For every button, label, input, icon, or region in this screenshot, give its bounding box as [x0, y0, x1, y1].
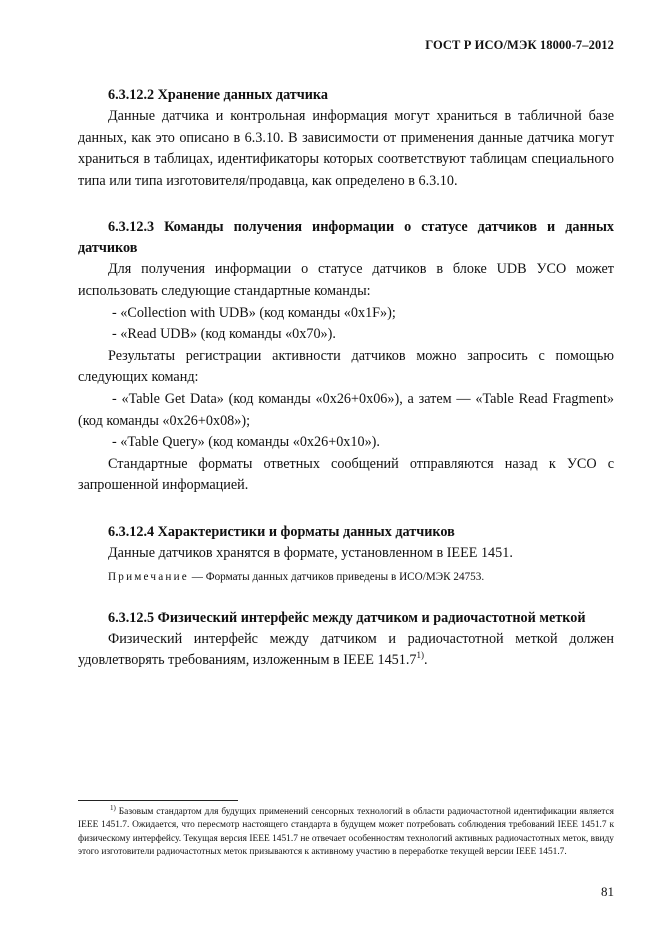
list-item: - «Collection with UDB» (код команды «0x1F»);	[112, 304, 396, 321]
footnote-marker: 1)	[110, 804, 116, 812]
section-6-3-12-5	[78, 608, 614, 672]
section-6-3-12-3	[78, 217, 614, 497]
document-header: ГОСТ Р ИСО/МЭК 18000-7–2012	[425, 38, 614, 52]
paragraph-end: .	[424, 652, 428, 669]
paragraph: Данные датчика и контрольная информация могут храниться в табличной базе данных, как это описано в 6.3.10. В зависимости от применения данные датчика могут храниться в таблицах, идентификаторы которых соответствуют таблицам специального типа или типа изготовителя/продавца, как определено в 6.3.10.	[78, 108, 614, 189]
footnote	[78, 806, 614, 860]
list-item: - «Table Query» (код команды «0x26+0x10»).	[112, 434, 380, 451]
paragraph-text: Физический интерфейс между датчиком и радиочастотной меткой должен удовлетворять требованиям, изложенным в IEEE 1451.7	[78, 630, 614, 669]
note-text: — Форматы данных датчиков приведены в ИСО/МЭК 24753.	[188, 570, 485, 583]
section-heading: 6.3.12.5 Физический интерфейс между датчиком и радиочастотной меткой	[108, 609, 586, 626]
paragraph	[78, 629, 614, 672]
footnote-reference[interactable]: 1)	[416, 650, 425, 661]
note	[78, 567, 614, 587]
section-6-3-12-2	[78, 85, 614, 192]
list-item: - «Read UDB» (код команды «0x70»).	[112, 326, 336, 343]
paragraph: Стандартные форматы ответных сообщений отправляются назад к УСО с запрошенной информацией.	[78, 455, 614, 494]
note-label: Примечание	[108, 570, 189, 583]
footnote-text: Базовым стандартом для будущих применений сенсорных технологий в области радиочастотной идентификации является IEEE 1451.7. Ожидается, что пересмотр настоящего стандарта в будущем может потребовать соблюдения требований IEEE 1451.7 к физическому интерфейсу. Текущая версия IEEE 1451.7 не отвечает особенностям технологий активных радиочастотных меток, ввиду этого изготовители радиочастотных меток призываются к активному участию в переработке текущей версии IEEE 1451.7.	[78, 807, 614, 858]
footnote-divider	[78, 800, 238, 801]
section-6-3-12-4	[78, 522, 614, 587]
page-content	[78, 85, 614, 672]
paragraph: Данные датчиков хранятся в формате, установленном в IEEE 1451.	[108, 544, 513, 561]
paragraph: Для получения информации о статусе датчиков в блоке UDB УСО может использовать следующие стандартные команды:	[78, 261, 614, 299]
section-heading: 6.3.12.2 Хранение данных датчика	[108, 87, 328, 103]
section-heading: 6.3.12.3 Команды получения информации о статусе датчиков и данных датчиков	[78, 219, 614, 257]
paragraph: Результаты регистрации активности датчиков можно запросить с помощью следующих команд:	[78, 347, 614, 386]
section-heading: 6.3.12.4 Характеристики и форматы данных датчиков	[108, 523, 455, 540]
page-number: 81	[601, 884, 614, 899]
list-item: - «Table Get Data» (код команды «0x26+0x06»), а затем — «Table Read Fragment» (код команды «0x26+0x08»);	[78, 390, 614, 429]
